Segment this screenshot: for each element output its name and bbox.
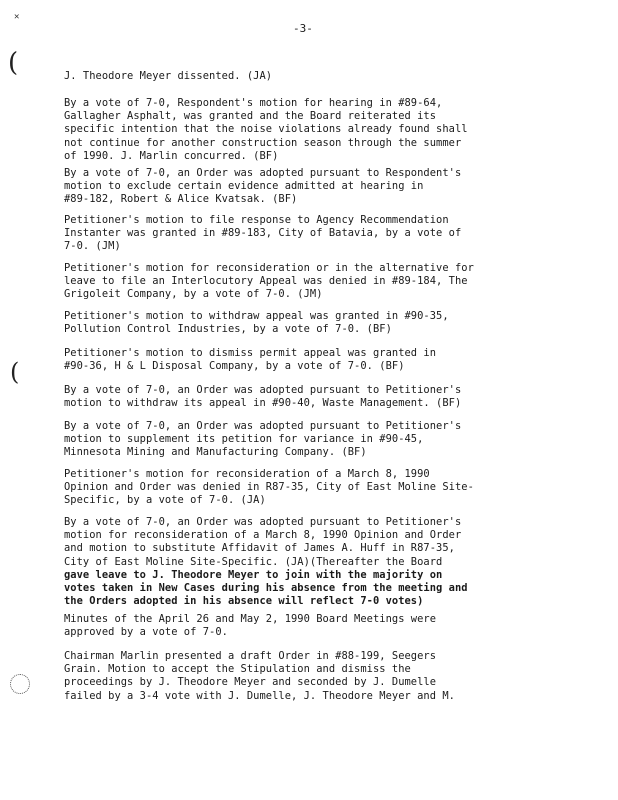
text-line: motion to withdraw its appeal in #90-40, Waste Management. (BF)	[64, 397, 462, 410]
text-line: approved by a vote of 7-0.	[64, 626, 228, 639]
paragraph-meyer-dissent	[64, 70, 544, 83]
text-line: Minutes of the April 26 and May 2, 1990 Board Meetings were	[64, 613, 437, 625]
text-line: Petitioner's motion for reconsideration or in the alternative for	[64, 262, 474, 274]
text-line: Petitioner's motion to dismiss permit appeal was granted in	[64, 347, 437, 359]
text-line: Chairman Marlin presented a draft Order in #88-199, Seegers	[64, 650, 437, 662]
paragraph-grigoleit	[64, 262, 544, 302]
paragraph-seegers	[64, 650, 544, 703]
bold-text-line: gave leave to J. Theodore Meyer to join with the majority on	[64, 568, 443, 581]
paragraph-east-moline-adopted	[64, 516, 544, 608]
text-line: not continue for another construction season through the summer	[64, 136, 462, 149]
paragraph-hl-disposal	[64, 347, 544, 373]
text-line: By a vote of 7-0, an Order was adopted pursuant to Petitioner's	[64, 384, 462, 396]
text-line: Minnesota Mining and Manufacturing Company. (BF)	[64, 446, 367, 459]
left-margin-bracket-mark: (	[8, 48, 19, 78]
text-line: Petitioner's motion for reconsideration of a March 8, 1990	[64, 468, 430, 480]
left-margin-bracket-mark: (	[10, 358, 20, 386]
text-line: J. Theodore Meyer dissented. (JA)	[64, 70, 273, 82]
paragraph-waste-management	[64, 384, 544, 410]
page-number: -3-	[293, 22, 313, 35]
text-line: specific intention that the noise violations already found shall	[64, 123, 468, 136]
text-line: Petitioner's motion to file response to Agency Recommendation	[64, 214, 449, 226]
text-line: Instanter was granted in #89-183, City of Batavia, by a vote of	[64, 227, 462, 240]
text-line: #89-182, Robert & Alice Kvatsak. (BF)	[64, 193, 298, 206]
text-line: Grain. Motion to accept the Stipulation and dismiss the	[64, 663, 411, 676]
text-line: of 1990. J. Marlin concurred. (BF)	[64, 149, 279, 162]
text-line: By a vote of 7-0, an Order was adopted pursuant to Petitioner's	[64, 420, 462, 432]
text-line: Grigoleit Company, by a vote of 7-0. (JM)	[64, 288, 323, 301]
bold-text-line: the Orders adopted in his absence will reflect 7-0 votes)	[64, 595, 424, 608]
text-line: motion for reconsideration of a March 8, 1990 Opinion and Order	[64, 529, 462, 542]
text-line: By a vote of 7-0, an Order was adopted pursuant to Respondent's	[64, 167, 462, 179]
text-line: By a vote of 7-0, an Order was adopted pursuant to Petitioner's	[64, 516, 462, 528]
text-line: Specific, by a vote of 7-0. (JA)	[64, 494, 266, 507]
text-line: leave to file an Interlocutory Appeal was denied in #89-184, The	[64, 275, 468, 288]
text-line: Petitioner's motion to withdraw appeal was granted in #90-35,	[64, 310, 449, 322]
text-line: Gallagher Asphalt, was granted and the Board reiterated its	[64, 110, 437, 123]
paragraph-east-moline-denied	[64, 468, 544, 508]
text-line: #90-36, H & L Disposal Company, by a vote of 7-0. (BF)	[64, 360, 405, 373]
text-line: motion to supplement its petition for variance in #90-45,	[64, 433, 424, 446]
text-line: Pollution Control Industries, by a vote of 7-0. (BF)	[64, 323, 392, 336]
text-line: failed by a 3-4 vote with J. Dumelle, J. Theodore Meyer and M.	[64, 689, 455, 702]
text-line: By a vote of 7-0, Respondent's motion for hearing in #89-64,	[64, 97, 443, 109]
scan-mark: ✕	[14, 12, 20, 22]
text-line: and motion to substitute Affidavit of James A. Huff in R87-35,	[64, 542, 455, 555]
paragraph-pollution-control	[64, 310, 544, 336]
text-line: Opinion and Order was denied in R87-35, City of East Moline Site-	[64, 481, 474, 494]
text-line: City of East Moline Site-Specific. (JA)(Thereafter the Board	[64, 555, 443, 568]
paragraph-minutes	[64, 613, 544, 639]
paragraph-minnesota-mining	[64, 420, 544, 460]
text-line: 7-0. (JM)	[64, 240, 121, 253]
text-line: motion to exclude certain evidence admitted at hearing in	[64, 180, 424, 193]
paragraph-batavia	[64, 214, 544, 254]
text-line: proceedings by J. Theodore Meyer and seconded by J. Dumelle	[64, 676, 437, 689]
paragraph-gallagher	[64, 97, 544, 163]
paragraph-kvatsak	[64, 167, 544, 207]
punch-hole-mark	[10, 674, 30, 694]
bold-text-line: votes taken in New Cases during his absence from the meeting and	[64, 581, 468, 594]
